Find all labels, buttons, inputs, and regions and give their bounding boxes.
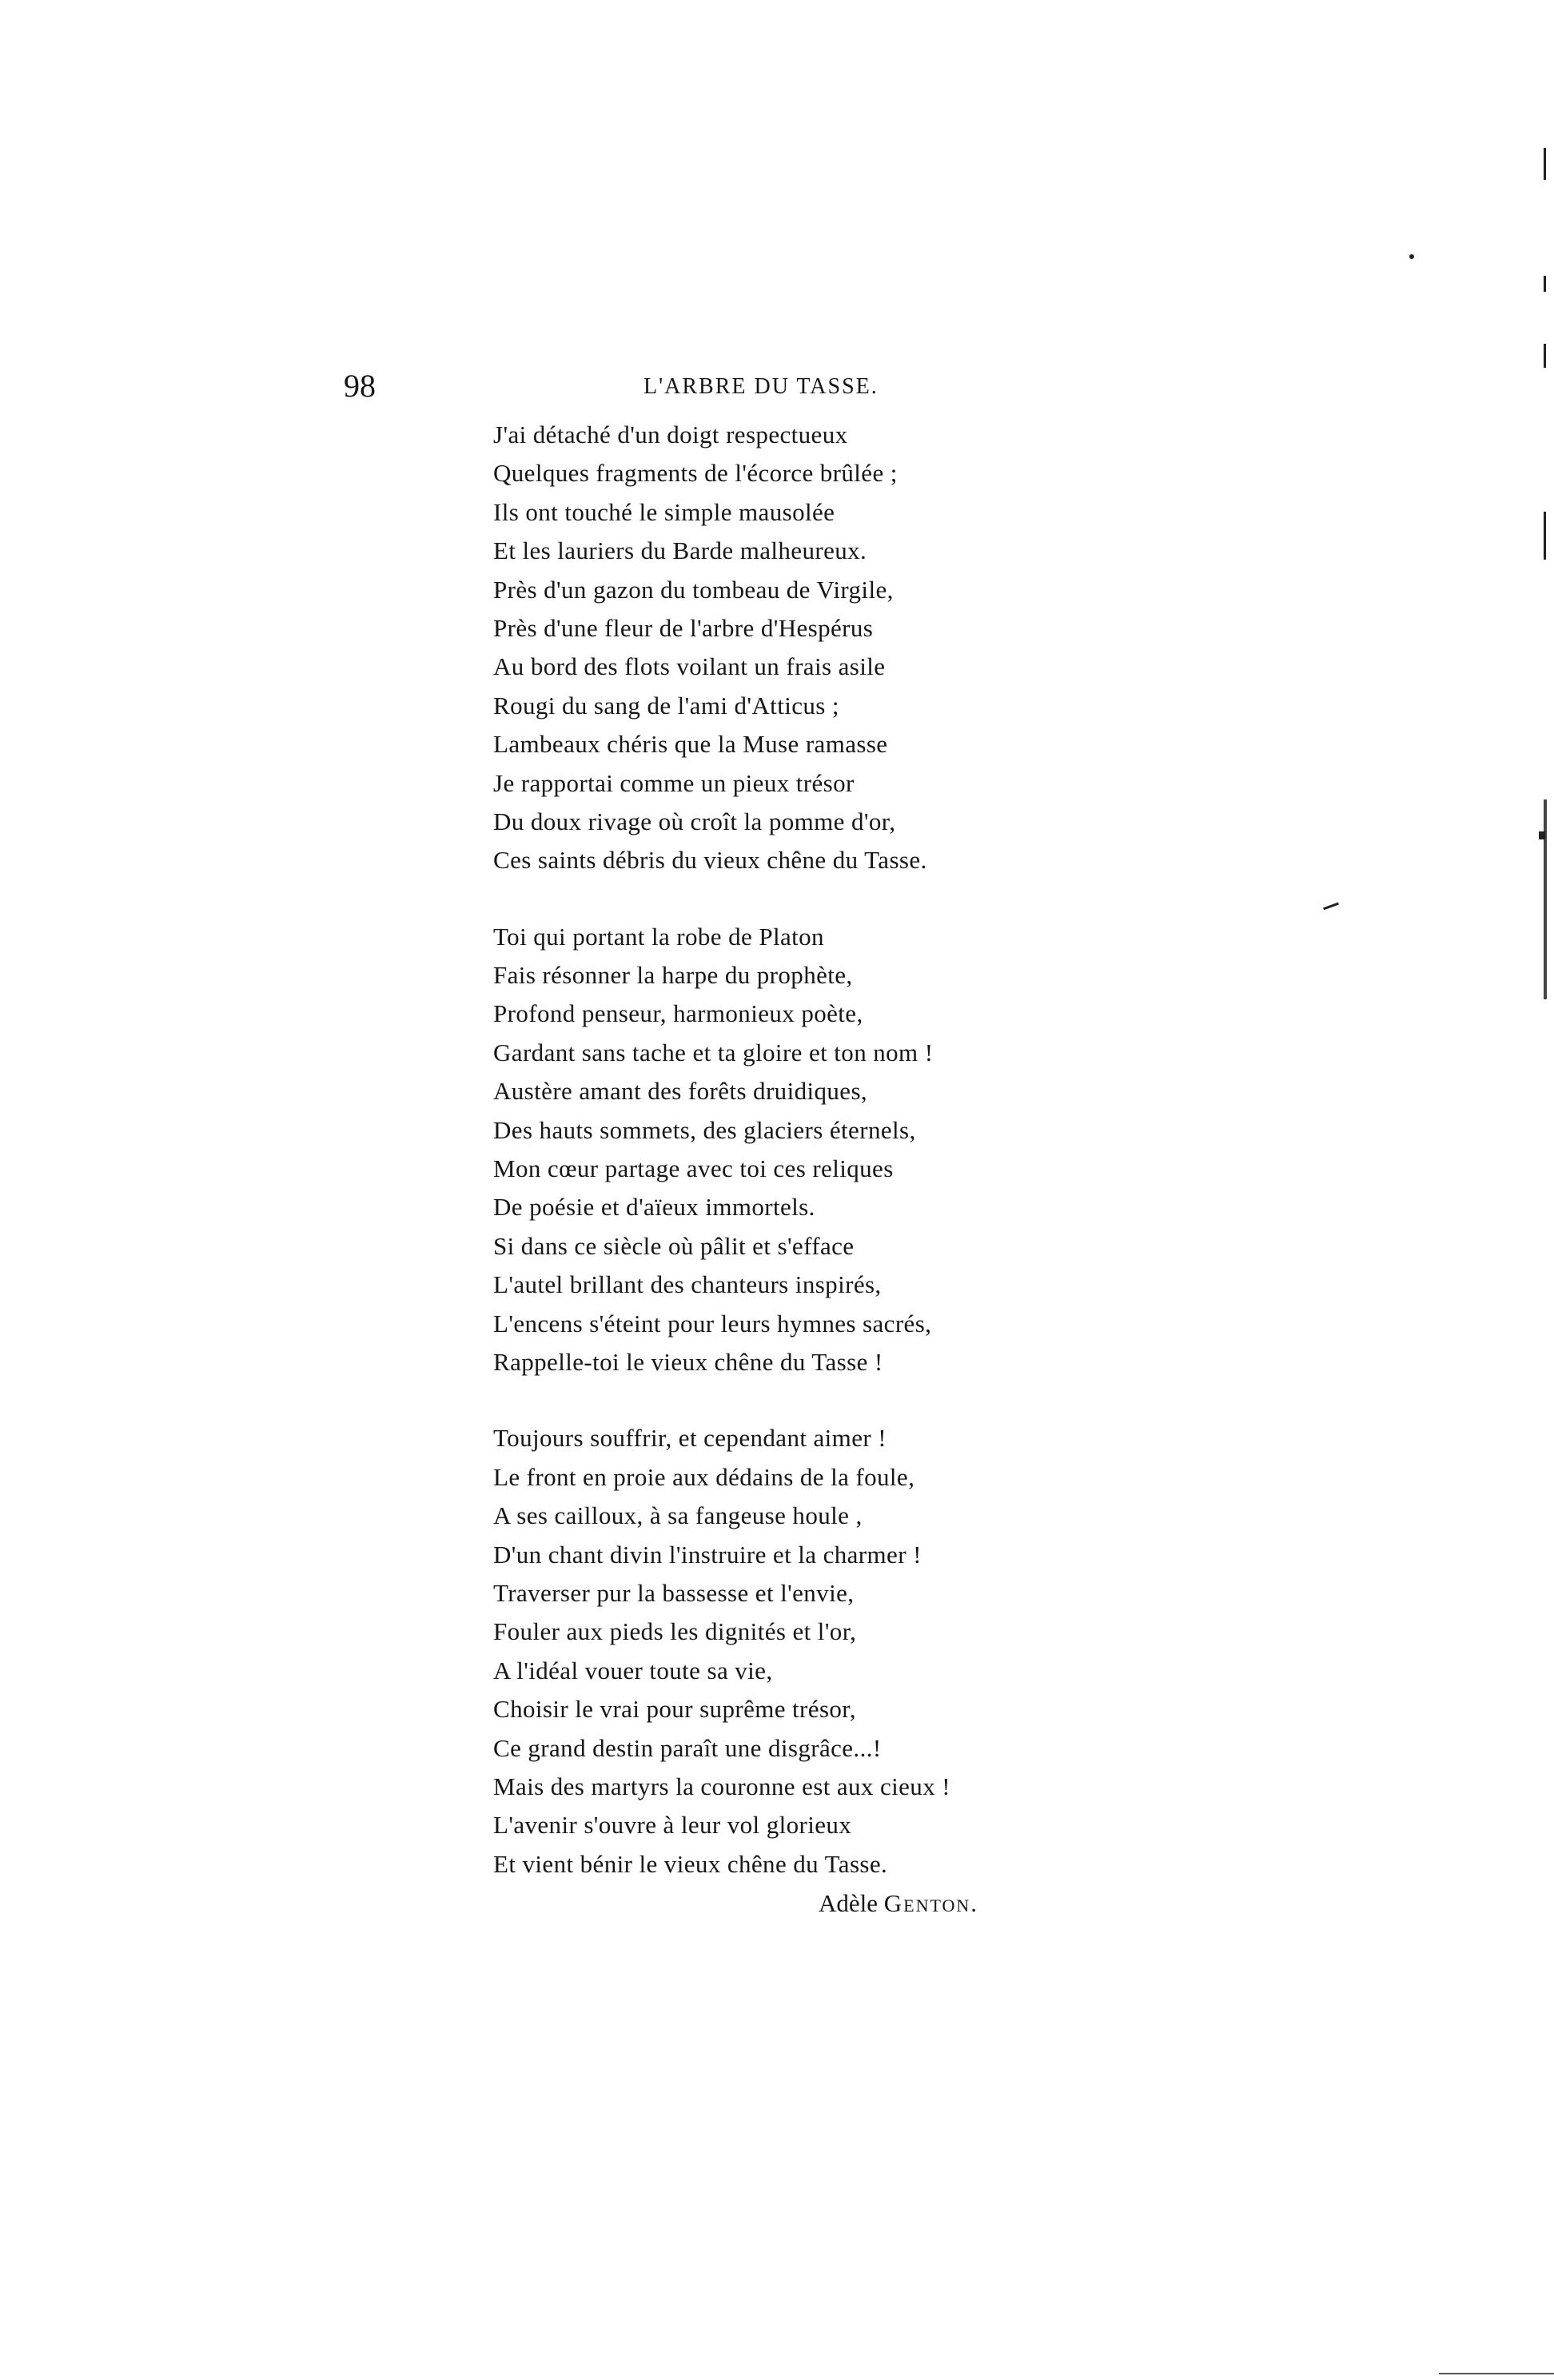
poem-line: Gardant sans tache et ta gloire et ton nom ! [493,1038,934,1066]
scan-mark [1409,254,1414,259]
author-last-name: Genton. [883,1889,979,1917]
poem-line: Fais résonner la harpe du prophète, [493,961,853,990]
poem-line: Le front en proie aux dédains de la foule, [493,1462,915,1491]
stanza-2 [493,918,1069,1382]
poem-line: D'un chant divin l'instruire et la charmer ! [493,1540,922,1569]
stanza-3 [493,1419,1069,1884]
poem-line: Lambeaux chéris que la Muse ramasse [493,730,888,759]
poem-line: Près d'une fleur de l'arbre d'Hespérus [493,613,874,642]
scan-mark [1544,276,1546,292]
poem-line: Fouler aux pieds les dignités et l'or, [493,1617,857,1646]
poem-line: Mais des martyrs la couronne est aux cieux ! [493,1772,950,1800]
poem-line: Près d'un gazon du tombeau de Virgile, [493,575,894,604]
stanza-1 [493,416,1069,880]
poem-line: Et les lauriers du Barde malheureux. [493,536,867,565]
poem-line: Ces saints débris du vieux chêne du Tasse. [493,846,927,875]
page-number: 98 [344,368,376,404]
poem-line: A ses cailloux, à sa fangeuse houle , [493,1501,863,1530]
author-first-name: Adèle [819,1889,879,1917]
poem-line: J'ai détaché d'un doigt respectueux [493,421,848,448]
poem-line: Choisir le vrai pour suprême trésor, [493,1695,856,1724]
scan-mark [1539,831,1545,839]
poem-line: Toi qui portant la robe de Platon [493,922,824,951]
scan-mark [1544,799,1547,999]
author-signature [819,1884,978,1923]
poem-line: Ce grand destin paraît une disgrâce...! [493,1733,882,1762]
poem-line: Ils ont touché le simple mausolée [493,497,835,526]
poem-line: Et vient bénir le vieux chêne du Tasse. [493,1849,888,1878]
poem-line: Mon cœur partage avec toi ces reliques [493,1154,894,1183]
poem-line: Du doux rivage où croît la pomme d'or, [493,807,896,835]
poem-line: De poésie et d'aïeux immortels. [493,1193,815,1222]
poem-line: Si dans ce siècle où pâlit et s'efface [493,1231,855,1260]
running-head [344,366,999,406]
poem-line: Traverser pur la bassesse et l'envie, [493,1578,855,1607]
poem [493,416,1069,1921]
poem-line: Au bord des flots voilant un frais asile [493,652,886,681]
poem-line: L'avenir s'ouvre à leur vol glorieux [493,1811,852,1840]
poem-line: Quelques fragments de l'écorce brûlée ; [493,459,898,488]
poem-line: Austère amant des forêts druidiques, [493,1077,868,1106]
poem-line: Toujours souffrir, et cependant aimer ! [493,1424,887,1453]
poem-line: Profond penseur, harmonieux poète, [493,999,863,1028]
poem-line: Rougi du sang de l'ami d'Atticus ; [493,691,839,720]
scan-mark [1323,903,1339,911]
poem-line: Je rapportai comme un pieux trésor [493,768,855,797]
scan-mark [1544,512,1546,560]
poem-line: Rappelle-toi le vieux chêne du Tasse ! [493,1347,883,1376]
poem-line: A l'idéal vouer toute sa vie, [493,1656,773,1684]
running-title: L'ARBRE DU TASSE. [644,374,879,399]
poem-line: L'encens s'éteint pour leurs hymnes sacrés, [493,1309,932,1338]
poem-line: Des hauts sommets, des glaciers éternels, [493,1115,916,1144]
scan-mark [1544,344,1546,368]
poem-line: L'autel brillant des chanteurs inspirés, [493,1270,882,1299]
scan-mark [1439,2373,1554,2374]
scan-mark [1544,148,1546,180]
